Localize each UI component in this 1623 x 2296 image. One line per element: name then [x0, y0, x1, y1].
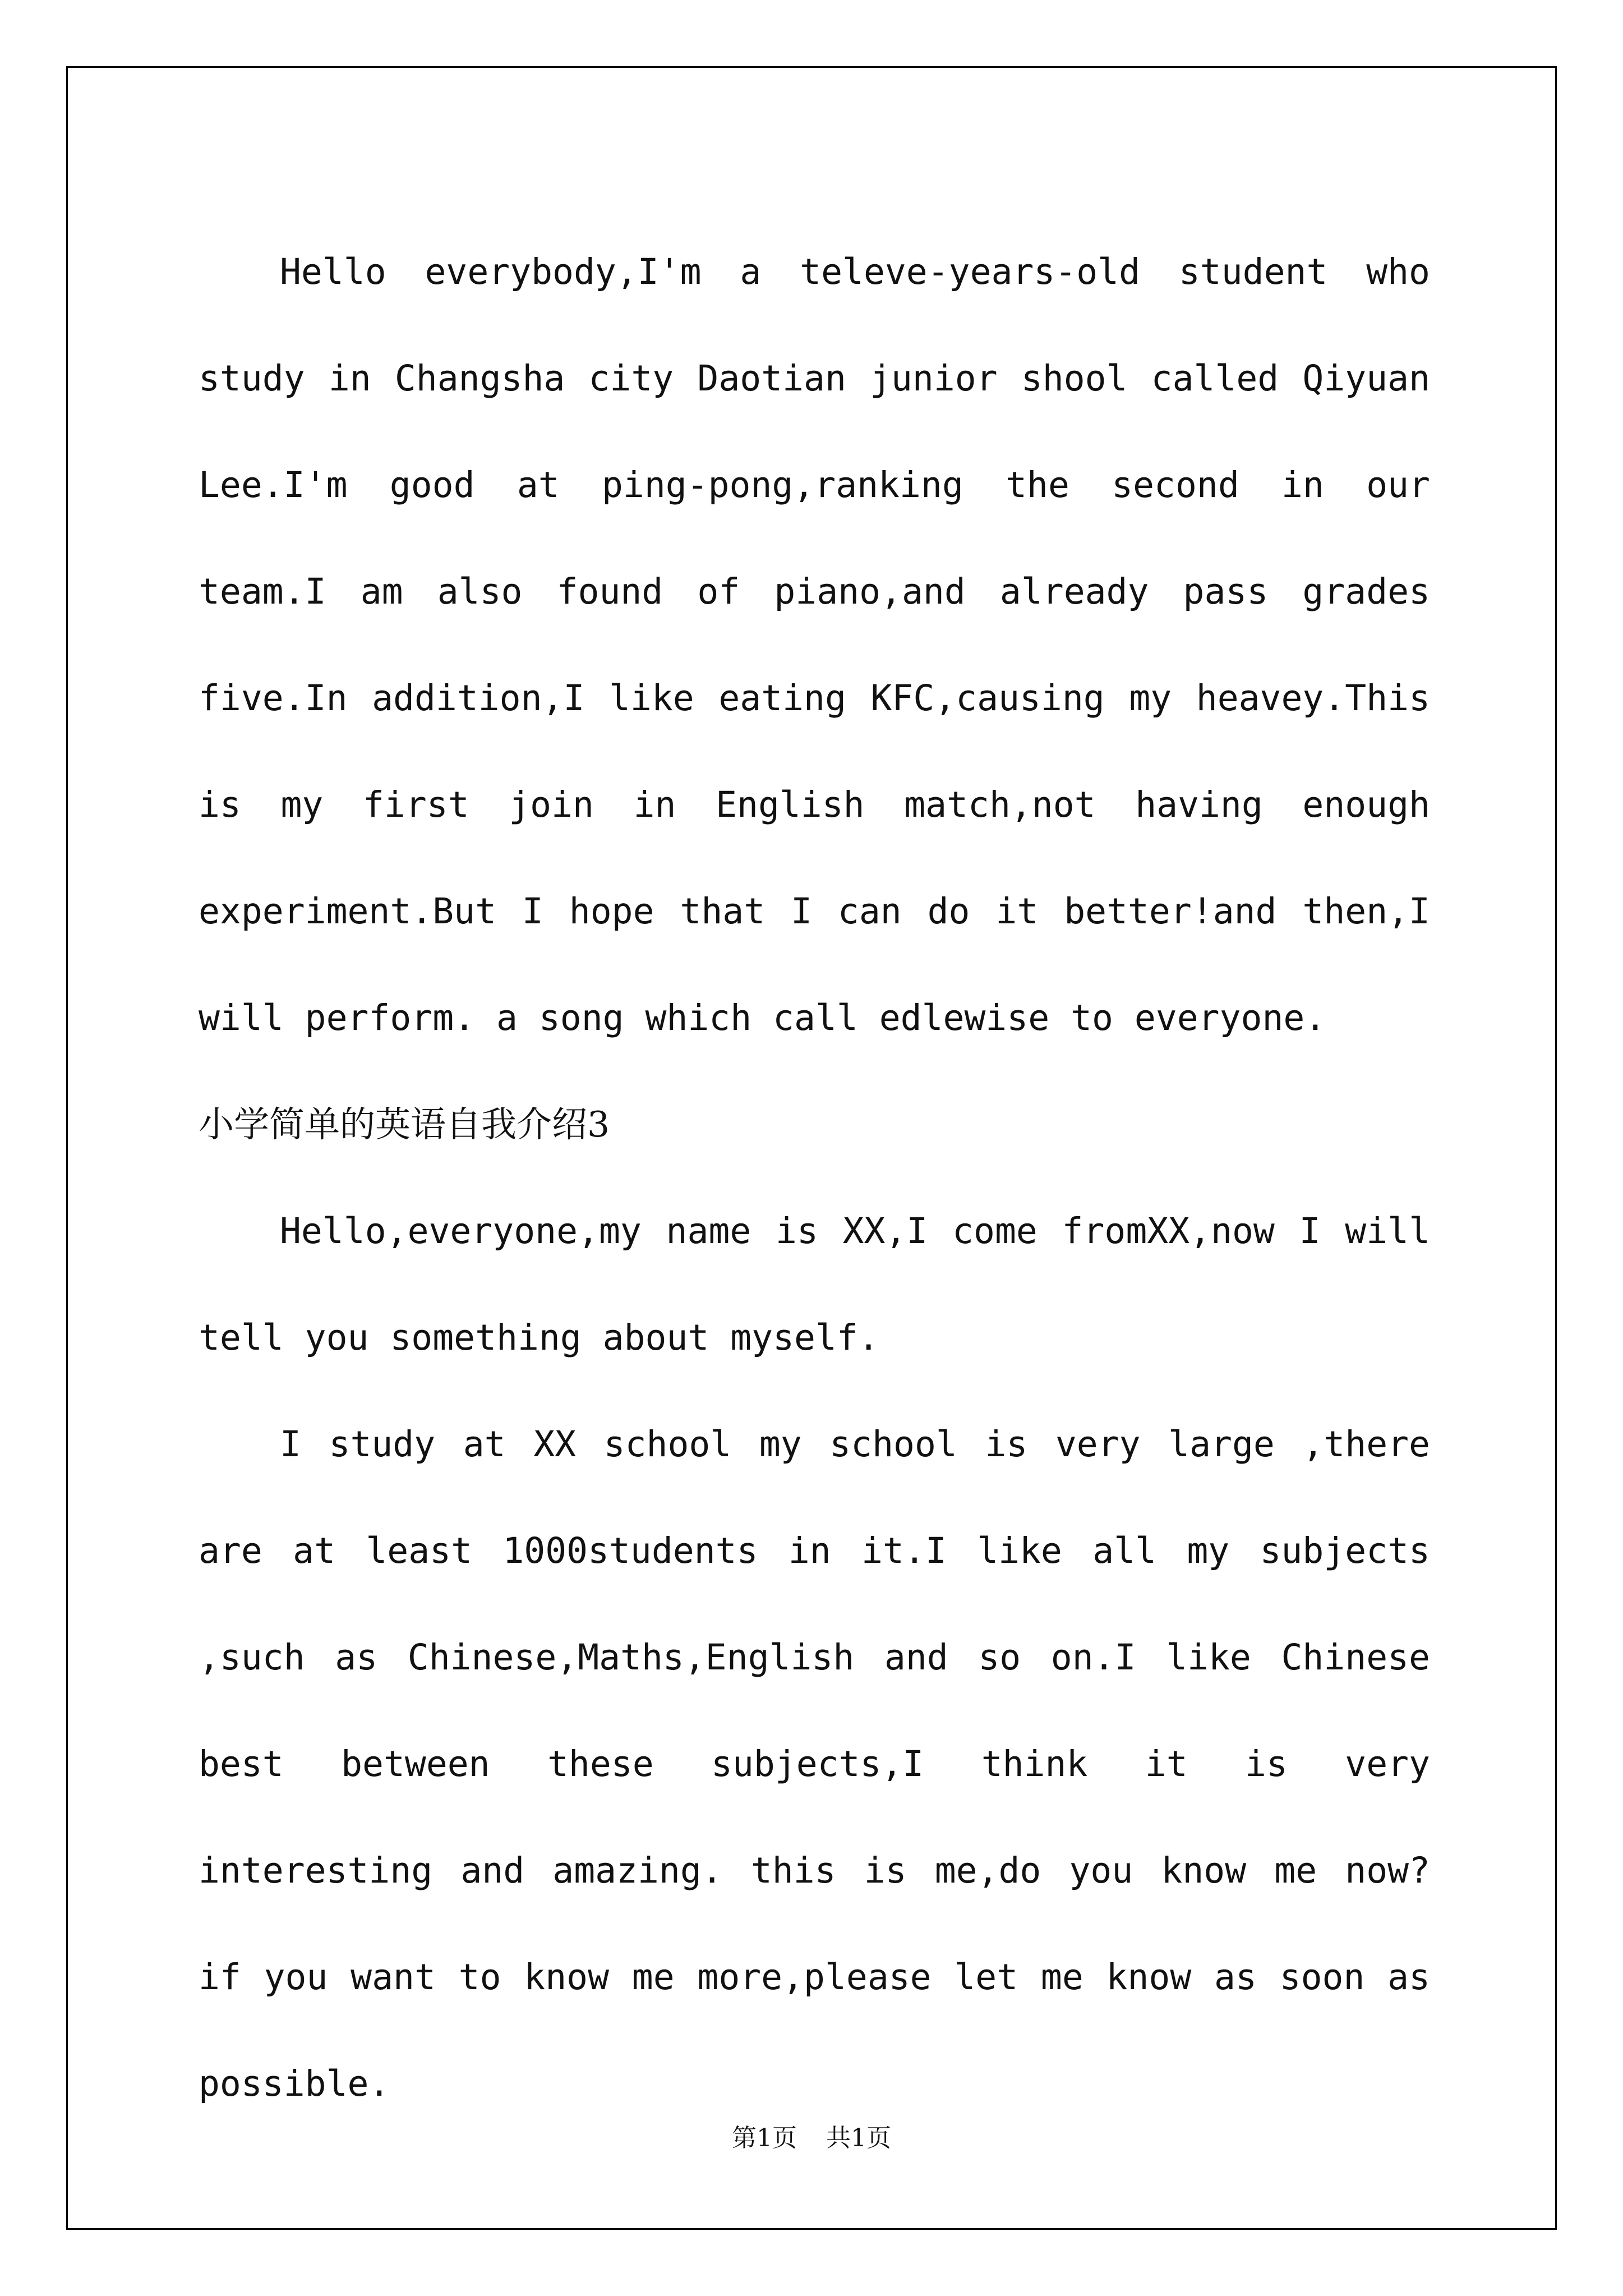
- page-number-current: 第1页: [732, 2124, 797, 2152]
- document-body: [199, 219, 1430, 2137]
- page-number-total: 共1页: [826, 2124, 891, 2152]
- page-footer: [0, 2122, 1623, 2155]
- paragraph-intro-2: Hello,everyone,my name is XX,I come fromXX,now I will tell you something about myself.: [199, 1211, 1430, 1358]
- paragraph-intro-1: Hello everybody,I'm a televe-years-old student who study in Changsha city Daotian junior shool called Qiyuan Lee.I'm good at ping-pong,ranking the second in our team.I am also found of piano,and already pass grades five.In addition,I like eating KFC,causing my heavey.This is my first join in English match,not having enough experiment.But I hope that I can do it better!and then,I will perform. a song which call edlewise to everyone.: [199, 251, 1430, 1038]
- section-heading: 小学简单的英语自我介绍3: [199, 1104, 610, 1145]
- paragraph-intro-3: I study at XX school my school is very large ,there are at least 1000students in it.I like all my subjects ,such as Chinese,Maths,English and so on.I like Chinese best between these subjects,I think it is very interesting and amazing. this is me,do you know me now? if you want to know me more,please let me know as soon as possible.: [199, 1424, 1430, 2104]
